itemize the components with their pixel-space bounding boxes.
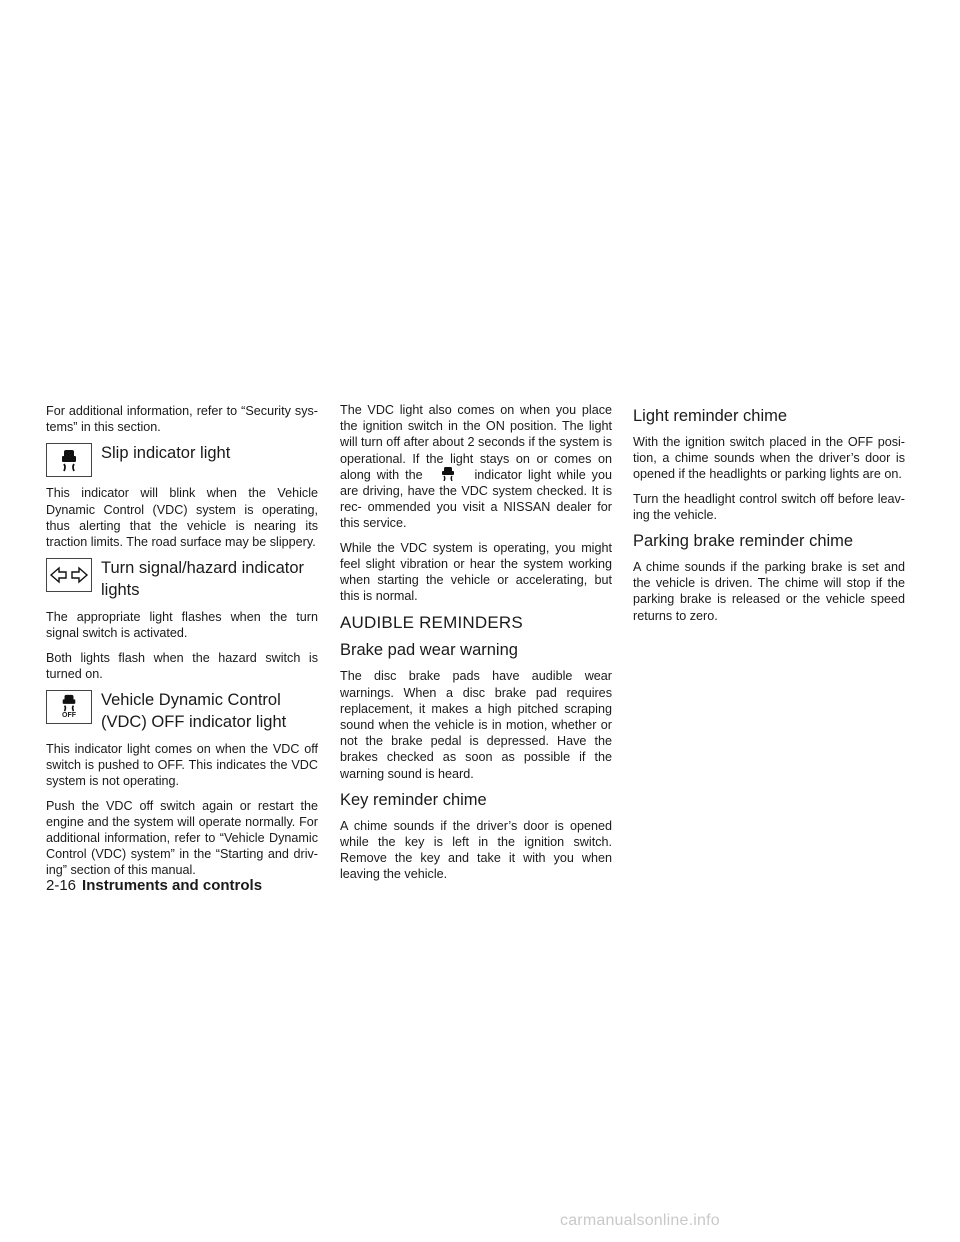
brake-pad-text: The disc brake pads have audible wear warnings. When a disc brake pad requires replacement, it makes a high pitched scraping sound when the vehicle is in motion, whether or not the brake pedal is depressed. Have the brakes checked as soon as possible if the warning sound is heard. [340, 669, 612, 781]
light-reminder-text-2: Turn the headlight control switch off before leav- ing the vehicle. [633, 491, 905, 522]
vdc-light-paragraph [340, 402, 612, 532]
slip-indicator-text: This indicator will blink when the Vehicle Dynamic Control (VDC) system is operating, thus alerting that the vehicle is nearing its traction limits. The road surface may be slippery. [46, 486, 318, 550]
vdc-light-text-a: The VDC light also comes on when you place the ignition switch in the ON position. The light will turn off after about 2 seconds if the system is operational. If the light stays on or comes on along with the [340, 403, 612, 482]
vdc-off-icon-label: OFF [62, 712, 76, 720]
turn-signal-heading: Turn signal/hazard indicator lights [101, 559, 304, 600]
vdc-off-heading: Vehicle Dynamic Control (VDC) OFF indicator light [101, 691, 287, 732]
slip-indicator-header [46, 443, 318, 477]
light-reminder-text-1: With the ignition switch placed in the OFF posi- tion, a chime sounds when the driver’s door is opened if the headlights or parking lights are on. [633, 435, 905, 482]
vdc-off-header [46, 690, 318, 733]
vdc-off-text-2: Push the VDC off switch again or restart the engine and the system will operate normally. For additional information, refer to “Vehicle Dynamic Control (VDC) system” in the “Starting and driv- ing” section of this manual. [46, 798, 318, 878]
column-right [633, 406, 905, 632]
slip-indicator-heading: Slip indicator light [101, 444, 231, 463]
vdc-off-icon [46, 690, 92, 724]
turn-signal-header [46, 558, 318, 601]
page-number: 2-16 [46, 877, 77, 894]
turn-signal-text-1: The appropriate light flashes when the turn signal switch is activated. [46, 610, 318, 641]
slip-indicator-icon [46, 443, 92, 477]
key-reminder-text: A chime sounds if the driver’s door is opened while the key is left in the ignition switch. Remove the key and take it with you when leaving the vehicle. [340, 818, 612, 882]
light-reminder-heading: Light reminder chime [633, 407, 788, 425]
column-middle [340, 402, 612, 891]
vdc-off-text-1: This indicator light comes on when the VDC off switch is pushed to OFF. This indicates the VDC system is not operating. [46, 742, 318, 789]
column-left [46, 403, 318, 887]
parking-brake-heading: Parking brake reminder chime [633, 532, 854, 551]
key-reminder-heading: Key reminder chime [340, 790, 487, 809]
slip-inline-icon [429, 467, 469, 481]
audible-reminders-heading: AUDIBLE REMINDERS [340, 613, 523, 633]
page-footer [46, 877, 262, 894]
section-title: Instruments and controls [82, 877, 263, 894]
parking-brake-text: A chime sounds if the parking brake is set and the vehicle is driven. The chime will stop if the parking brake is released or the vehicle speed returns to zero. [633, 560, 905, 623]
intro-paragraph: For additional information, refer to “Security sys- tems” in this section. [46, 404, 318, 435]
vdc-light-text-b: indicator light while you are driving, have the VDC system checked. It is rec- ommended you visit a NISSAN dealer for this service. [340, 467, 612, 531]
watermark[interactable]: carmanualsonline.info [560, 1212, 720, 1229]
vdc-operating-text: While the VDC system is operating, you might feel slight vibration or hear the system working when starting the vehicle or accelerating, but this is normal. [340, 540, 612, 604]
turn-signal-text-2: Both lights flash when the hazard switch is turned on. [46, 650, 318, 681]
brake-pad-heading: Brake pad wear warning [340, 641, 518, 660]
turn-signal-arrows-icon [46, 558, 92, 592]
